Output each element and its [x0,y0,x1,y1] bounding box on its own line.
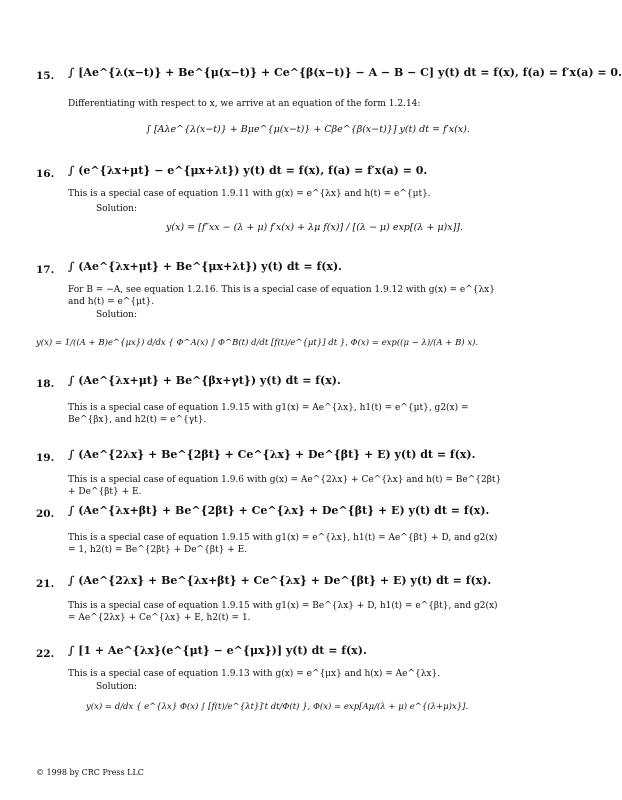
equation-formula: ∫ (Ae^{λx+βt} + Be^{2βt} + Ce^{λx} + De^{βt} + E) y(t) dt = f(x). [68,504,490,517]
equation-text: This is a special case of equation 1.9.6 with g(x) = Ae^{2λx} + Ce^{λx} and h(t) = Be^{2βt} + De^{βt} + E. [68,475,502,497]
solution-label: Solution: [96,310,138,320]
equation-formula: ∫ (Ae^{λx+μt} + Be^{βx+γt}) y(t) dt = f(x). [68,374,341,387]
equation-formula: ∫ [1 + Ae^{λx}(e^{μt} − e^{μx})] y(t) dt = f(x). [68,644,367,657]
equation-number: 16. [36,168,55,180]
equation-number: 17. [36,264,55,276]
equation-number: 21. [36,578,55,590]
display-equation: y(x) = [f″xx − (λ + μ) f′x(x) + λμ f(x)] / [(λ − μ) exp[(λ + μ)x]]. [166,222,463,233]
equation-number: 20. [36,508,55,520]
equation-formula: ∫ (e^{λx+μt} − e^{μx+λt}) y(t) dt = f(x), f(a) = f′x(a) = 0. [68,164,428,177]
equation-formula: ∫ (Ae^{2λx} + Be^{λx+βt} + Ce^{λx} + De^{βt} + E) y(t) dt = f(x). [68,574,492,587]
copyright-footer: © 1998 by CRC Press LLC [36,768,144,777]
equation-text: For B = −A, see equation 1.2.16. This is a special case of equation 1.9.12 with g(x) = e^{λx} and h(t) = e^{μt}. [68,285,495,307]
equation-formula: ∫ (Ae^{2λx} + Be^{2βt} + Ce^{λx} + De^{βt} + E) y(t) dt = f(x). [68,448,476,461]
equation-formula: ∫ [Ae^{λ(x−t)} + Be^{μ(x−t)} + Ce^{β(x−t)} − A − B − C] y(t) dt = f(x), f(a) = f′x(a) = 0. [68,66,622,79]
equation-number: 15. [36,70,55,82]
solution-label: Solution: [96,204,138,214]
equation-number: 19. [36,452,55,464]
equation-text: This is a special case of equation 1.9.15 with g1(x) = e^{λx}, h1(t) = Ae^{βt} + D, and g2(x) = 1, h2(t) = Be^{2βt} + De^{βt} + E. [68,533,498,555]
display-equation: y(x) = 1/((A + B)e^{μx}) d/dx { Φ^A(x) ∫ Φ^B(t) d/dt [f(t)/e^{μt}] dt }, Φ(x) = exp((μ − λ)/(A + B) x). [36,338,479,348]
display-equation: ∫ [Aλe^{λ(x−t)} + Bμe^{μ(x−t)} + Cβe^{β(x−t)}] y(t) dt = f′x(x). [146,124,470,135]
equation-formula: ∫ (Ae^{λx+μt} + Be^{μx+λt}) y(t) dt = f(x). [68,260,343,273]
display-equation: y(x) = d/dx { e^{λx} Φ(x) ∫ [f(t)/e^{λt}]′t dt/Φ(t) }, Φ(x) = exp[Aμ/(λ + μ) e^{(λ+μ)x}]. [86,702,469,712]
equation-text: Differentiating with respect to x, we arrive at an equation of the form 1.2.14: [68,99,421,109]
equation-text: This is a special case of equation 1.9.15 with g1(x) = Be^{λx} + D, h1(t) = e^{βt}, and g2(x) = Ae^{2λx} + Ce^{λx} + E, h2(t) = 1. [68,601,498,623]
equation-text: This is a special case of equation 1.9.11 with g(x) = e^{λx} and h(t) = e^{μt}. [68,189,431,199]
equation-text: This is a special case of equation 1.9.15 with g1(x) = Ae^{λx}, h1(t) = e^{μt}, g2(x) = Be^{βx}, and h2(t) = e^{γt}. [68,403,469,425]
solution-label: Solution: [96,682,138,692]
equation-text: This is a special case of equation 1.9.13 with g(x) = e^{μx} and h(x) = Ae^{λx}. [68,669,441,679]
equation-number: 22. [36,648,55,660]
equation-number: 18. [36,378,55,390]
